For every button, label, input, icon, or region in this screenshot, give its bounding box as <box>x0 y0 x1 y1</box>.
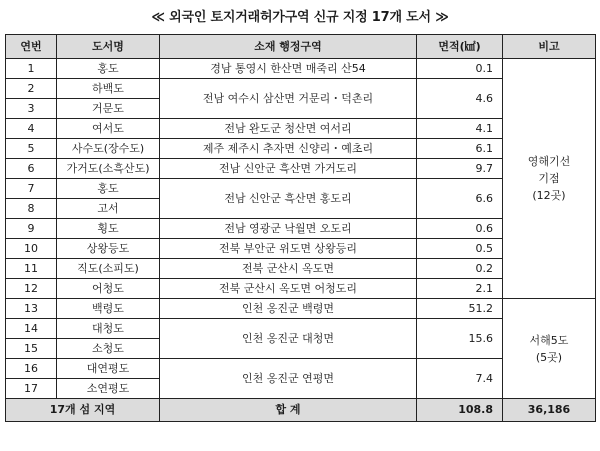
row-no: 16 <box>6 359 57 379</box>
row-no: 17 <box>6 379 57 399</box>
header-row <box>6 35 596 59</box>
region-cell: 인천 옹진군 백령면 <box>160 299 417 319</box>
region-cell: 경남 통영시 한산면 매죽리 산54 <box>160 59 417 79</box>
area-cell: 0.1 <box>417 59 503 79</box>
island-name: 여서도 <box>57 119 160 139</box>
area-cell: 9.7 <box>417 159 503 179</box>
island-name: 홍도 <box>57 59 160 79</box>
island-name: 소연평도 <box>57 379 160 399</box>
region-cell: 전남 영광군 낙월면 오도리 <box>160 219 417 239</box>
total-label: 17개 섬 지역 <box>6 399 160 422</box>
island-name: 소청도 <box>57 339 160 359</box>
table-row <box>6 59 596 79</box>
total-value: 36,186 <box>503 399 596 422</box>
island-name: 홍도 <box>57 179 160 199</box>
row-no: 9 <box>6 219 57 239</box>
row-no: 5 <box>6 139 57 159</box>
island-name: 고서 <box>57 199 160 219</box>
region-cell: 전남 신안군 흑산면 가거도리 <box>160 159 417 179</box>
island-name: 횡도 <box>57 219 160 239</box>
row-no: 10 <box>6 239 57 259</box>
region-cell: 전북 부안군 위도면 상왕등리 <box>160 239 417 259</box>
row-no: 13 <box>6 299 57 319</box>
header-no: 연번 <box>6 35 57 59</box>
header-note: 비고 <box>503 35 596 59</box>
header-region: 소재 행정구역 <box>160 35 417 59</box>
page-title: ≪ 외국인 토지거래허가구역 신규 지정 17개 도서 ≫ <box>151 10 449 25</box>
row-no: 2 <box>6 79 57 99</box>
row-no: 11 <box>6 259 57 279</box>
area-cell: 15.6 <box>417 319 503 359</box>
area-cell: 4.6 <box>417 79 503 119</box>
row-no: 6 <box>6 159 57 179</box>
note-south <box>503 59 596 299</box>
area-cell: 4.1 <box>417 119 503 139</box>
table-row <box>6 299 596 319</box>
island-name: 대연평도 <box>57 359 160 379</box>
row-no: 3 <box>6 99 57 119</box>
header-island: 도서명 <box>57 35 160 59</box>
island-name: 거문도 <box>57 99 160 119</box>
note-west-line: 서해5도 <box>529 333 569 347</box>
island-table <box>5 34 596 422</box>
island-name: 대청도 <box>57 319 160 339</box>
row-no: 8 <box>6 199 57 219</box>
row-no: 12 <box>6 279 57 299</box>
row-no: 4 <box>6 119 57 139</box>
note-south-line: 영해기선 <box>527 155 571 168</box>
note-south-line: (12곳) <box>532 189 566 202</box>
row-no: 1 <box>6 59 57 79</box>
header-area: 면적(㎢) <box>417 35 503 59</box>
area-cell: 0.2 <box>417 259 503 279</box>
area-cell: 6.1 <box>417 139 503 159</box>
island-name: 상왕등도 <box>57 239 160 259</box>
island-name: 직도(소피도) <box>57 259 160 279</box>
island-name: 가거도(소흑산도) <box>57 159 160 179</box>
island-name: 백령도 <box>57 299 160 319</box>
region-cell: 전남 신안군 흑산면 홍도리 <box>160 179 417 219</box>
area-cell: 0.6 <box>417 219 503 239</box>
total-area: 108.8 <box>417 399 503 422</box>
row-no: 7 <box>6 179 57 199</box>
region-cell: 인천 옹진군 연평면 <box>160 359 417 399</box>
region-cell: 전북 군산시 옥도면 <box>160 259 417 279</box>
row-no: 14 <box>6 319 57 339</box>
area-cell: 0.5 <box>417 239 503 259</box>
region-cell: 제주 제주시 추자면 신양리・예초리 <box>160 139 417 159</box>
island-name: 사수도(장수도) <box>57 139 160 159</box>
area-cell: 6.6 <box>417 179 503 219</box>
area-cell: 51.2 <box>417 299 503 319</box>
area-cell: 7.4 <box>417 359 503 399</box>
note-west-line: (5곳) <box>535 350 563 364</box>
total-middle: 합 계 <box>160 399 417 422</box>
region-cell: 인천 옹진군 대청면 <box>160 319 417 359</box>
region-cell: 전북 군산시 옥도면 어청도리 <box>160 279 417 299</box>
area-cell: 2.1 <box>417 279 503 299</box>
row-no: 15 <box>6 339 57 359</box>
note-west <box>503 299 596 399</box>
total-row <box>6 399 596 422</box>
region-cell: 전남 완도군 청산면 여서리 <box>160 119 417 139</box>
island-name: 어청도 <box>57 279 160 299</box>
note-south-line: 기점 <box>538 172 560 185</box>
region-cell: 전남 여수시 삼산면 거문리・덕촌리 <box>160 79 417 119</box>
island-name: 하백도 <box>57 79 160 99</box>
